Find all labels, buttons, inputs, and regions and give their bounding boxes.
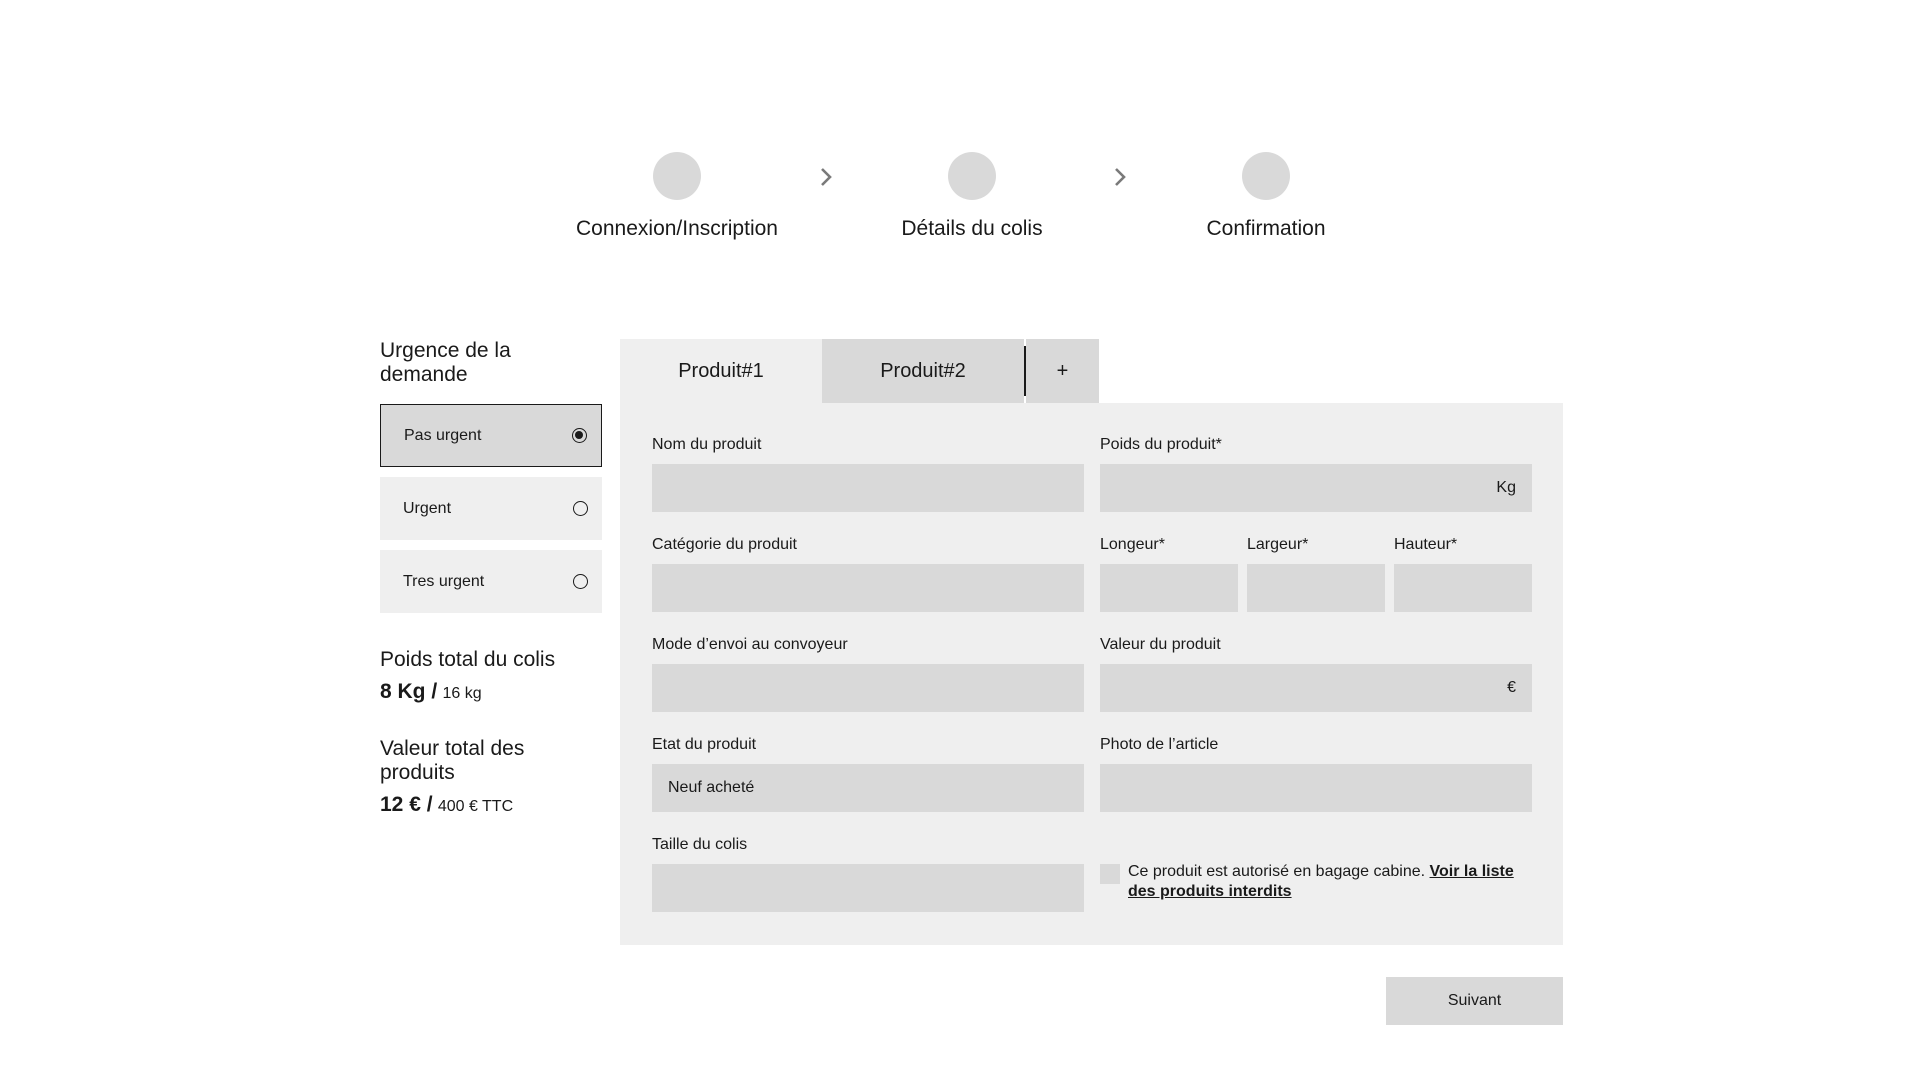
product-value-input[interactable] [1100,664,1532,712]
weight-max: 16 kg [442,685,482,702]
step-3-label: Confirmation [1206,217,1326,240]
radio-button[interactable] [573,501,588,516]
urgency-option-very-urgent[interactable] [380,550,602,613]
radio-button[interactable] [572,428,587,443]
value-current: 12 € / [380,793,433,816]
urgency-option-label: Tres urgent [403,572,485,590]
chevron-right-icon [814,165,838,189]
width-input[interactable] [1247,564,1385,612]
urgency-option-label: Urgent [403,499,452,517]
product-weight-input[interactable] [1100,464,1532,512]
package-size-label: Taille du colis [652,836,748,853]
tab-product-1[interactable]: Produit#1 [620,339,822,403]
weight-current: 8 Kg / [380,680,438,703]
height-label: Hauteur* [1394,536,1458,553]
urgency-title: Urgence de la demande [380,339,511,386]
weight-total-value [380,680,482,704]
weight-total-title: Poids total du colis [380,648,556,671]
item-photo-label: Photo de l’article [1100,736,1219,753]
product-condition-label: Etat du produit [652,736,757,753]
next-button[interactable]: Suivant [1386,977,1563,1025]
product-category-input[interactable] [652,564,1084,612]
product-name-label: Nom du produit [652,436,762,453]
urgency-option-label: Pas urgent [404,426,482,444]
step-3-circle [1242,152,1290,200]
forbidden-products-link[interactable]: Voir la liste des produits interdits [1128,863,1514,900]
stepper [0,0,1920,260]
height-input[interactable] [1394,564,1532,612]
product-condition-input[interactable]: Neuf acheté [652,764,1084,812]
length-input[interactable] [1100,564,1238,612]
length-label: Longeur* [1100,536,1165,553]
package-size-input[interactable] [652,864,1084,912]
urgency-option-urgent[interactable] [380,477,602,540]
urgency-option-not-urgent[interactable] [380,404,602,467]
shipping-mode-input[interactable] [652,664,1084,712]
width-label: Largeur* [1247,536,1309,553]
product-value-label: Valeur du produit [1100,636,1221,653]
value-total-value [380,793,513,817]
step-2-label: Détails du colis [901,217,1043,240]
step-2-circle [948,152,996,200]
currency-unit: € [1507,679,1516,696]
product-name-input[interactable] [652,464,1084,512]
step-1-label: Connexion/Inscription [576,217,778,240]
step-1-circle [653,152,701,200]
chevron-right-icon [1108,165,1132,189]
item-photo-input[interactable] [1100,764,1532,812]
value-max: 400 € TTC [437,798,514,815]
shipping-mode-label: Mode d’envoi au convoyeur [652,636,848,653]
product-category-label: Catégorie du produit [652,536,797,553]
weight-unit: Kg [1496,479,1516,496]
cabin-baggage-text [1128,862,1528,902]
tab-product-2[interactable]: Produit#2 [822,339,1024,403]
radio-button[interactable] [573,574,588,589]
value-total-title: Valeur total des produits [380,737,525,784]
cabin-baggage-label: Ce produit est autorisé en bagage cabine. [1128,863,1426,880]
add-tab-button[interactable]: + [1026,339,1099,403]
product-weight-label: Poids du produit* [1100,436,1222,453]
cabin-baggage-checkbox[interactable] [1100,864,1120,884]
